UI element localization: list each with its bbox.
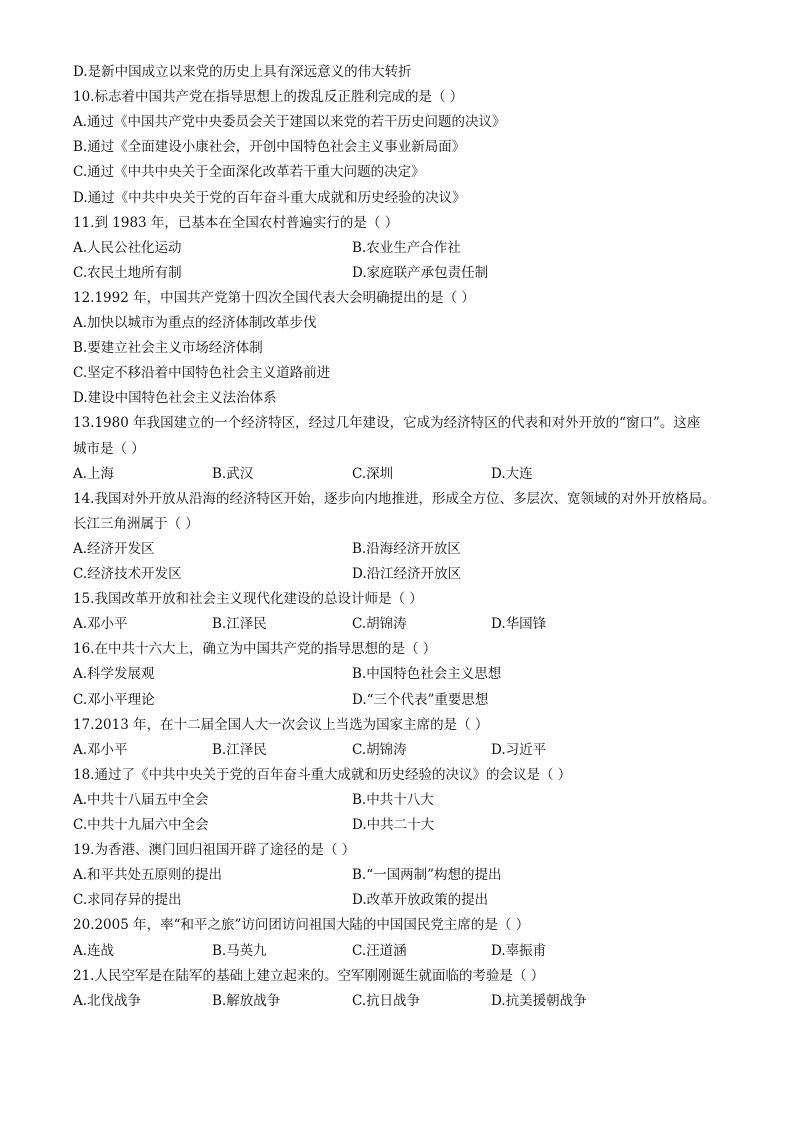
answer-option: D.中共二十大 [352, 817, 435, 833]
answer-option: D.改革开放政策的提出 [352, 892, 489, 908]
options-row [73, 662, 753, 686]
answer-option: A.邓小平 [73, 616, 128, 632]
question-line: 15.我国改革开放和社会主义现代化建设的总设计师是（ ） [73, 591, 423, 607]
answer-option: B.江泽民 [212, 742, 267, 758]
question-line: 城市是（ ） [73, 441, 145, 457]
answer-option: D.大连 [491, 466, 533, 482]
answer-option: A.经济开发区 [73, 541, 155, 557]
answer-option: B.解放战争 [212, 993, 281, 1009]
answer-option: B.中共十八大 [352, 792, 434, 808]
answer-option: A.连战 [73, 943, 115, 959]
answer-option: A.邓小平 [73, 742, 128, 758]
options-row [73, 688, 753, 712]
answer-option: C.胡锦涛 [352, 616, 407, 632]
options-row [73, 888, 753, 912]
answer-option: C.经济技术开发区 [73, 566, 182, 582]
answer-option: B.农业生产合作社 [352, 240, 461, 256]
question-line: 19.为香港、澳门回归祖国开辟了途径的是（ ） [73, 842, 356, 858]
answer-option: B.沿海经济开放区 [352, 541, 461, 557]
options-row [73, 939, 753, 963]
question-line: B.要建立社会主义市场经济体制 [73, 340, 263, 356]
answer-option: A.科学发展观 [73, 666, 155, 682]
question-line: 13.1980 年我国建立的一个经济特区，经过几年建设，它成为经济特区的代表和对外开放的“窗口”。这座 [73, 415, 701, 431]
answer-option: C.汪道涵 [352, 943, 407, 959]
answer-option: A.上海 [73, 466, 115, 482]
answer-option: C.深圳 [352, 466, 394, 482]
answer-option: D.家庭联产承包责任制 [352, 265, 489, 281]
answer-option: B.中国特色社会主义思想 [352, 666, 502, 682]
question-line: 11.到 1983 年，已基本在全国农村普遍实行的是（ ） [73, 215, 399, 231]
options-row [73, 788, 753, 812]
question-line: 21.人民空军是在陆军的基础上建立起来的。空军刚刚诞生就面临的考验是（ ） [73, 968, 545, 984]
question-line: C.通过《中共中央关于全面深化改革若干重大问题的决定》 [73, 164, 425, 180]
answer-option: B.江泽民 [212, 616, 267, 632]
answer-option: D.华国锋 [491, 616, 547, 632]
options-row [73, 562, 753, 586]
question-line: D.建设中国特色社会主义法治体系 [73, 390, 277, 406]
answer-option: D.辜振甫 [491, 943, 547, 959]
answer-option: B.马英九 [212, 943, 267, 959]
answer-option: C.抗日战争 [352, 993, 421, 1009]
options-row [73, 612, 753, 636]
answer-option: A.中共十八届五中全会 [73, 792, 209, 808]
answer-option: C.邓小平理论 [73, 692, 155, 708]
answer-option: D.习近平 [491, 742, 547, 758]
answer-option: A.人民公社化运动 [73, 240, 182, 256]
question-line: C.坚定不移沿着中国特色社会主义道路前进 [73, 365, 331, 381]
answer-option: B.武汉 [212, 466, 254, 482]
question-line: 17.2013 年，在十二届全国人大一次会议上当选为国家主席的是（ ） [73, 717, 489, 733]
question-line: A.通过《中国共产党中央委员会关于建国以来党的若干历史问题的决议》 [73, 114, 506, 130]
options-row [73, 738, 753, 762]
question-line: D.是新中国成立以来党的历史上具有深远意义的伟大转折 [73, 64, 412, 80]
answer-option: C.中共十九届六中全会 [73, 817, 209, 833]
options-row [73, 863, 753, 887]
question-line: 18.通过了《中共中央关于党的百年奋斗重大成就和历史经验的决议》的会议是（ ） [73, 767, 572, 783]
question-line: 20.2005 年，率“和平之旅”访问团访问祖国大陆的中国国民党主席的是（ ） [73, 917, 530, 933]
options-row [73, 813, 753, 837]
answer-option: D.抗美援朝战争 [491, 993, 587, 1009]
options-row [73, 989, 753, 1013]
question-line: 10.标志着中国共产党在指导思想上的拨乱反正胜利完成的是（ ） [73, 89, 464, 105]
options-row [73, 236, 753, 260]
question-line: 16.在中共十六大上，确立为中国共产党的指导思想的是（ ） [73, 641, 437, 657]
options-row [73, 462, 753, 486]
answer-option: A.和平共处五原则的提出 [73, 867, 223, 883]
answer-option: D.沿江经济开放区 [352, 566, 462, 582]
answer-option: A.北伐战争 [73, 993, 142, 1009]
question-line: 12.1992 年，中国共产党第十四次全国代表大会明确提出的是（ ） [73, 290, 475, 306]
answer-option: D.“三个代表”重要思想 [352, 692, 489, 708]
answer-option: C.胡锦涛 [352, 742, 407, 758]
options-row [73, 537, 753, 561]
question-line: A.加快以城市为重点的经济体制改革步伐 [73, 315, 317, 331]
question-line: D.通过《中共中央关于党的百年奋斗重大成就和历史经验的决议》 [73, 190, 466, 206]
options-row [73, 261, 753, 285]
question-line: B.通过《全面建设小康社会，开创中国特色社会主义事业新局面》 [73, 139, 466, 155]
question-line: 14.我国对外开放从沿海的经济特区开始，逐步向内地推进，形成全方位、多层次、宽领域的对外开放格局。 [73, 491, 716, 507]
answer-option: C.农民土地所有制 [73, 265, 182, 281]
answer-option: B.“一国两制”构想的提出 [352, 867, 502, 883]
question-line: 长江三角洲属于（ ） [73, 516, 199, 532]
answer-option: C.求同存异的提出 [73, 892, 182, 908]
